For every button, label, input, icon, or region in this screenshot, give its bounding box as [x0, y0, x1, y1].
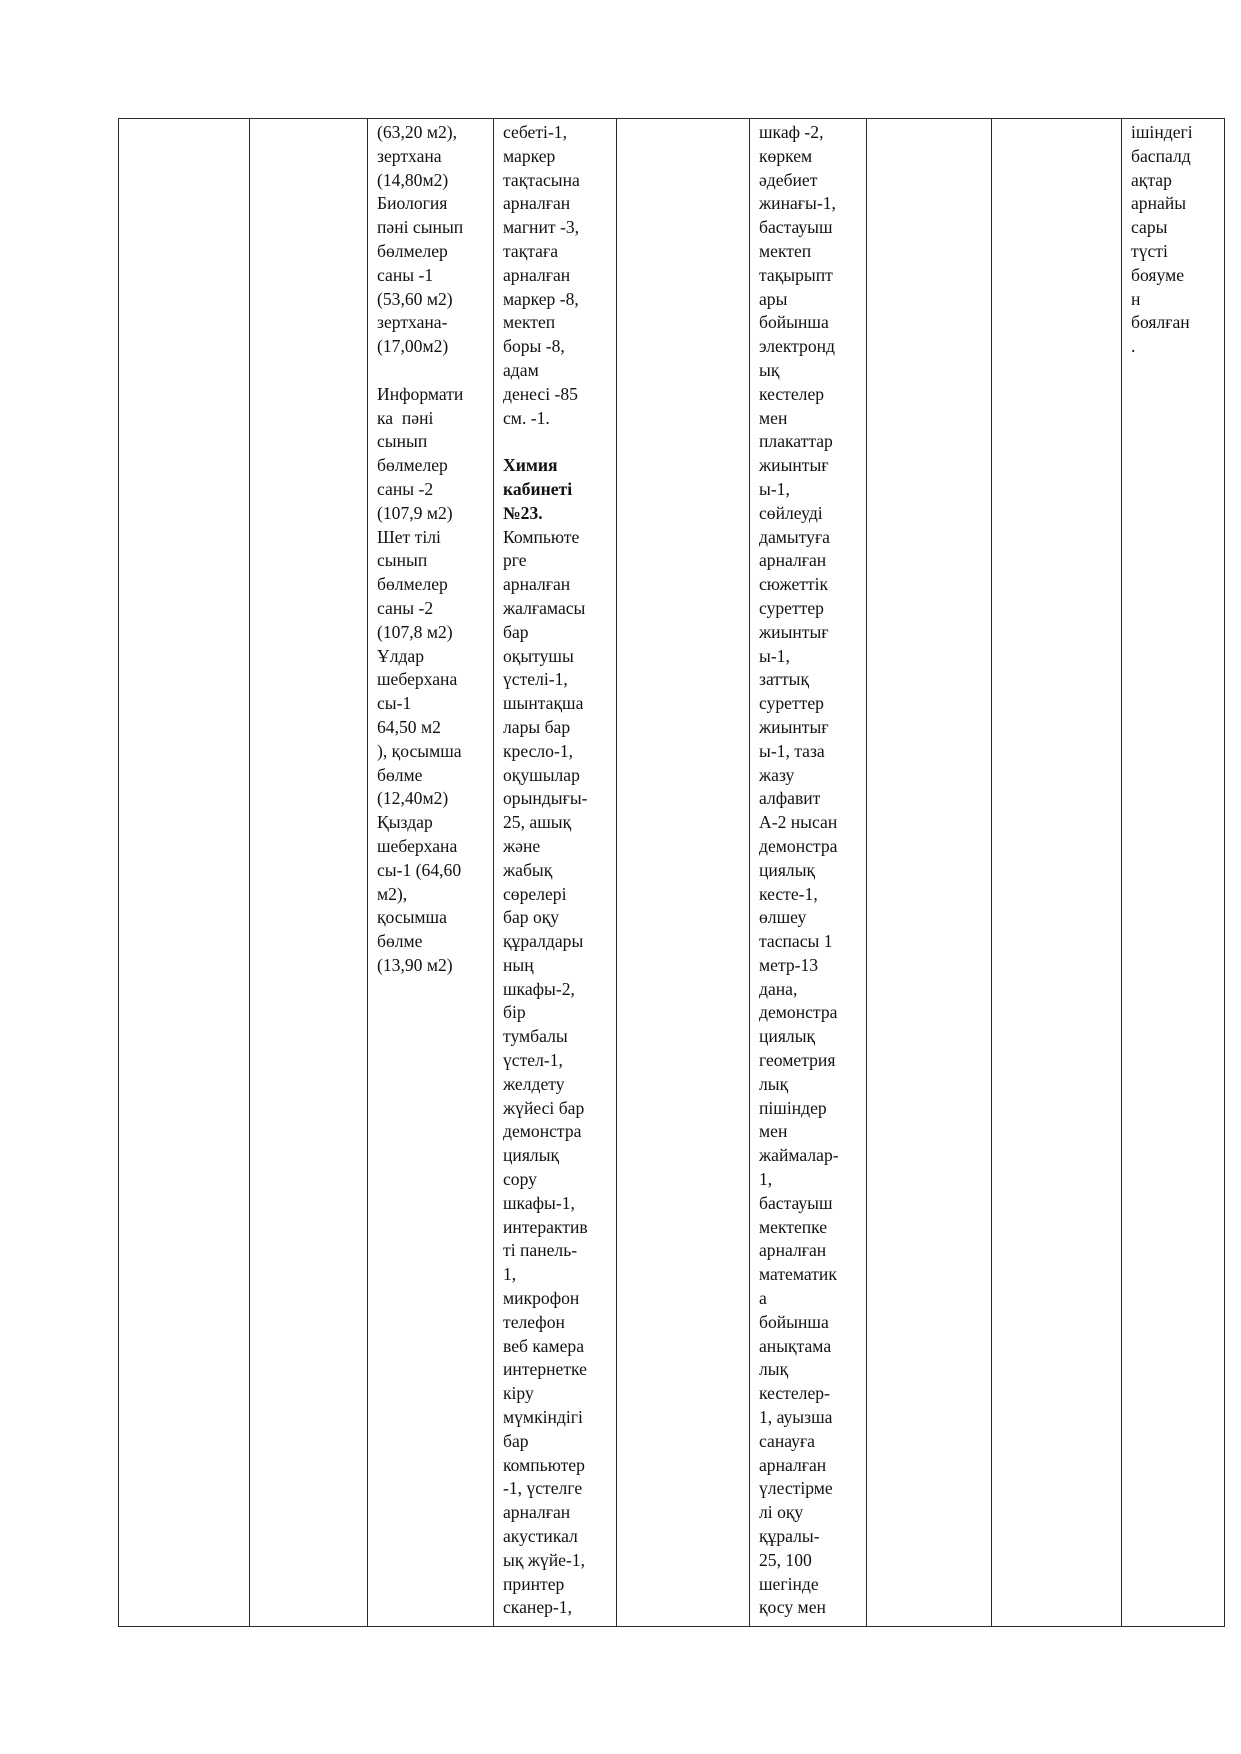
cell-line: кестелер	[759, 383, 825, 404]
cell-line: шеберхана	[377, 835, 458, 856]
cell-line: сы-1 (64,60	[377, 859, 462, 880]
cell-line: Информати	[377, 383, 464, 404]
table-cell-5	[617, 119, 750, 1627]
cell-line: саны -2	[377, 597, 434, 618]
cell-line: тақтаға	[503, 240, 558, 261]
cell-line: Шет тілі	[377, 526, 441, 547]
cell-line: 64,50 м2	[377, 716, 441, 737]
cell-line: шкафы-1,	[503, 1192, 575, 1213]
cell-line: лық	[759, 1073, 789, 1094]
cell-line: бар	[503, 621, 529, 642]
cell-line: сору	[503, 1169, 537, 1190]
cell-line: дана,	[759, 978, 798, 999]
cell-line: арналған	[503, 1502, 571, 1523]
cell-line: арналған	[759, 1454, 827, 1475]
cell-line: кесте-1,	[759, 883, 818, 904]
cell-line: 1,	[503, 1264, 517, 1285]
cell-line: бөлмелер	[377, 574, 448, 595]
cell-line: плакаттар	[759, 431, 833, 452]
cell-line: орындығы-	[503, 788, 588, 809]
cell-line: см. -1.	[503, 407, 550, 428]
cell-line: демонстра	[503, 1121, 582, 1142]
cell-line: суреттер	[759, 693, 824, 714]
cell-line: бастауыш	[759, 217, 833, 238]
cell-line: ы-1,	[759, 645, 790, 666]
cell-text-equipment	[503, 121, 616, 1620]
cell-line: баспалд	[1131, 145, 1191, 166]
document-table	[118, 118, 1225, 1627]
cell-line: ы-1,	[759, 478, 790, 499]
cell-line: оқытушы	[503, 645, 574, 666]
cell-line: принтер	[503, 1573, 565, 1594]
cell-line: мен	[759, 407, 788, 428]
cell-line: маркер -8,	[503, 288, 579, 309]
cell-line: себеті-1,	[503, 122, 567, 142]
cell-line	[503, 430, 616, 454]
cell-line: бойынша	[759, 1311, 829, 1332]
cell-line: ішіндегі	[1131, 122, 1193, 142]
cell-line: лары бар	[503, 716, 571, 737]
cell-line: Химия	[503, 455, 558, 476]
cell-line: 1, ауызша	[759, 1407, 833, 1428]
cell-line: саны -1	[377, 264, 434, 285]
cell-line: жинағы-1,	[759, 193, 836, 214]
cell-line: Ұлдар	[377, 645, 425, 666]
cell-line: шеберхана	[377, 669, 458, 690]
cell-line: жалғамасы	[503, 597, 586, 618]
cell-line: оқушылар	[503, 764, 580, 785]
cell-line: сюжеттік	[759, 574, 829, 595]
cell-text-stairs	[1131, 121, 1224, 359]
cell-line: шегінде	[759, 1573, 819, 1594]
cell-line: лі оқу	[759, 1502, 804, 1523]
table-cell-6	[750, 119, 867, 1627]
cell-line: сөрелері	[503, 883, 567, 904]
cell-line: №23.	[503, 502, 543, 523]
cell-line: электронд	[759, 336, 836, 357]
cell-line: арналған	[759, 1240, 827, 1261]
cell-line: түсті	[1131, 240, 1168, 261]
cell-line: қосымша	[377, 907, 447, 928]
cell-line: бөлме	[377, 764, 423, 785]
cell-line: шкаф -2,	[759, 122, 824, 142]
cell-line: бір	[503, 1002, 526, 1023]
cell-line: демонстра	[759, 835, 838, 856]
cell-line: шынтақша	[503, 693, 584, 714]
cell-line: және	[503, 835, 541, 856]
cell-line: бояуме	[1131, 264, 1185, 285]
cell-line: Биология	[377, 193, 448, 214]
cell-line: акустикал	[503, 1526, 578, 1547]
cell-line: кабинеті	[503, 478, 573, 499]
cell-line: м2),	[377, 883, 408, 904]
cell-line: арнайы	[1131, 193, 1187, 214]
cell-line: сынып	[377, 550, 428, 571]
cell-line: ы-1, таза	[759, 740, 825, 761]
cell-line: лық	[759, 1359, 789, 1380]
cell-line: бар оқу	[503, 907, 560, 928]
cell-line: микрофон	[503, 1288, 580, 1309]
cell-line: зертхана	[377, 145, 442, 166]
cell-line: арналған	[503, 574, 571, 595]
cell-line: маркер	[503, 145, 556, 166]
table-cell-8	[992, 119, 1122, 1627]
cell-line: заттық	[759, 669, 810, 690]
cell-line: 1,	[759, 1169, 773, 1190]
cell-line: сканер-1,	[503, 1597, 572, 1618]
cell-line: рге	[503, 550, 527, 571]
cell-line: 25, 100	[759, 1549, 812, 1570]
cell-line: пәні сынып	[377, 217, 464, 238]
cell-line: құралдары	[503, 931, 584, 952]
cell-line: интернетке	[503, 1359, 587, 1380]
cell-line: мектеп	[759, 240, 812, 261]
cell-line: жиынтығ	[759, 621, 829, 642]
cell-line: Компьюте	[503, 526, 580, 547]
cell-line: көркем	[759, 145, 813, 166]
cell-line: санауға	[759, 1430, 815, 1451]
cell-line: 25, ашық	[503, 812, 572, 833]
cell-line: бөлмелер	[377, 455, 448, 476]
cell-line: өлшеу	[759, 907, 807, 928]
cell-line: тақтасына	[503, 169, 580, 190]
table-row	[119, 119, 1225, 1627]
table-cell-9	[1122, 119, 1225, 1627]
cell-line: таспасы 1	[759, 931, 833, 952]
cell-line: үстелі-1,	[503, 669, 568, 690]
cell-line: сынып	[377, 431, 428, 452]
cell-line: тақырыпт	[759, 264, 833, 285]
cell-line: жабық	[503, 859, 553, 880]
cell-line: жиынтығ	[759, 716, 829, 737]
cell-line: Қыздар	[377, 812, 433, 833]
cell-line: ка пәні	[377, 407, 434, 428]
cell-line: адам	[503, 359, 539, 380]
cell-line: магнит -3,	[503, 217, 580, 238]
cell-line: қосу мен	[759, 1597, 826, 1618]
cell-line: математик	[759, 1264, 837, 1285]
cell-line: боры -8,	[503, 336, 565, 357]
cell-line: зертхана-	[377, 312, 448, 333]
cell-line: (13,90 м2)	[377, 954, 453, 975]
cell-line: (63,20 м2),	[377, 122, 458, 142]
cell-line: арналған	[759, 550, 827, 571]
cell-line: сөйлеуді	[759, 502, 823, 523]
cell-line: саны -2	[377, 478, 434, 499]
cell-line: пішіндер	[759, 1097, 827, 1118]
cell-line: сы-1	[377, 693, 412, 714]
cell-line: үлестірме	[759, 1478, 833, 1499]
cell-line: жиынтығ	[759, 455, 829, 476]
cell-line: жүйесі бар	[503, 1097, 585, 1118]
cell-line: ық жүйе-1,	[503, 1549, 585, 1570]
cell-line: кресло-1,	[503, 740, 574, 761]
cell-line: циялық	[759, 859, 816, 880]
cell-line: үстел-1,	[503, 1050, 563, 1071]
cell-line: геометрия	[759, 1050, 836, 1071]
cell-line: метр-13	[759, 954, 819, 975]
cell-line: бастауыш	[759, 1192, 833, 1213]
cell-line: А-2 нысан	[759, 812, 838, 833]
table-cell-3	[368, 119, 494, 1627]
cell-line: кіру	[503, 1383, 534, 1404]
cell-line: ның	[503, 954, 534, 975]
cell-line	[377, 359, 493, 383]
cell-line: ті панель-	[503, 1240, 578, 1261]
cell-line: суреттер	[759, 597, 824, 618]
cell-line: (17,00м2)	[377, 336, 449, 357]
cell-line: желдету	[503, 1073, 565, 1094]
cell-line: арналған	[503, 264, 571, 285]
cell-line: ық	[759, 359, 780, 380]
cell-line: дамытуға	[759, 526, 830, 547]
cell-line: мектеп	[503, 312, 556, 333]
cell-line: (107,8 м2)	[377, 621, 453, 642]
cell-line: мен	[759, 1121, 788, 1142]
table-cell-4	[494, 119, 617, 1627]
cell-line: бар	[503, 1430, 529, 1451]
cell-line: (14,80м2)	[377, 169, 449, 190]
cell-line: н	[1131, 288, 1141, 309]
cell-line: (107,9 м2)	[377, 502, 453, 523]
cell-line: циялық	[503, 1145, 560, 1166]
cell-line: арналған	[503, 193, 571, 214]
cell-line: боялған	[1131, 312, 1190, 333]
cell-line: бойынша	[759, 312, 829, 333]
table-cell-7	[867, 119, 992, 1627]
cell-line: бөлмелер	[377, 240, 448, 261]
cell-text-materials	[759, 121, 866, 1620]
cell-text-premises	[377, 121, 493, 978]
cell-line: ары	[759, 288, 788, 309]
cell-line: тумбалы	[503, 1026, 568, 1047]
cell-line: компьютер	[503, 1454, 585, 1475]
cell-line: жаймалар-	[759, 1145, 839, 1166]
cell-line: жазу	[759, 764, 795, 785]
cell-line: веб камера	[503, 1335, 585, 1356]
cell-line: (12,40м2)	[377, 788, 449, 809]
table-cell-1	[119, 119, 250, 1627]
cell-line: құралы-	[759, 1526, 820, 1547]
cell-line: мектепке	[759, 1216, 828, 1237]
cell-line: интерактив	[503, 1216, 588, 1237]
cell-line: -1, үстелге	[503, 1478, 583, 1499]
cell-line: телефон	[503, 1311, 565, 1332]
cell-line: .	[1131, 336, 1136, 357]
cell-line: алфавит	[759, 788, 821, 809]
cell-line: денесі -85	[503, 383, 578, 404]
cell-line: сары	[1131, 217, 1168, 238]
cell-line: демонстра	[759, 1002, 838, 1023]
cell-line: циялық	[759, 1026, 816, 1047]
cell-line: шкафы-2,	[503, 978, 575, 999]
cell-line: а	[759, 1288, 767, 1309]
cell-line: ақтар	[1131, 169, 1172, 190]
cell-line: бөлме	[377, 931, 423, 952]
cell-line: ), қосымша	[377, 740, 462, 761]
cell-line: (53,60 м2)	[377, 288, 453, 309]
cell-line: анықтама	[759, 1335, 832, 1356]
cell-line: мүмкіндігі	[503, 1407, 583, 1428]
cell-line: кестелер-	[759, 1383, 830, 1404]
table-cell-2	[250, 119, 368, 1627]
cell-line: әдебиет	[759, 169, 818, 190]
